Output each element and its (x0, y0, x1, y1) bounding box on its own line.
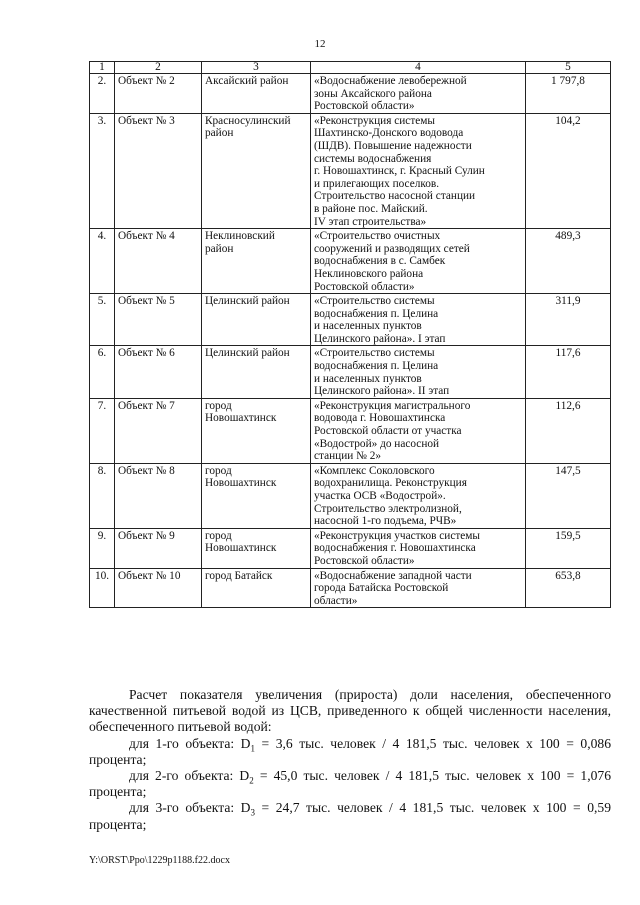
cell-description: «Строительство системы водоснабжения п. Целина и населенных пунктов Целинского района». I этап (311, 294, 526, 346)
cell-description: «Строительство очистных сооружений и разводящих сетей водоснабжения в с. Самбек Неклиновского района Ростовской области» (311, 229, 526, 294)
cell-district: Неклиновский район (202, 229, 311, 294)
cell-district: Целинский район (202, 346, 311, 398)
cell-object: Объект № 3 (115, 113, 202, 228)
cell-object: Объект № 9 (115, 528, 202, 568)
calculation-line (89, 736, 611, 768)
cell-num: 4. (90, 229, 115, 294)
cell-value: 1 797,8 (526, 74, 611, 114)
table-row (90, 346, 611, 398)
cell-value: 147,5 (526, 463, 611, 528)
table-row (90, 398, 611, 463)
calc-prefix: для 1-го объекта: D (129, 735, 251, 751)
cell-object: Объект № 7 (115, 398, 202, 463)
cell-value: 311,9 (526, 294, 611, 346)
header-col-4: 4 (311, 62, 526, 74)
cell-district: город Батайск (202, 568, 311, 608)
calc-subscript: 3 (250, 808, 255, 819)
cell-num: 5. (90, 294, 115, 346)
cell-district: город Новошахтинск (202, 398, 311, 463)
header-col-5: 5 (526, 62, 611, 74)
cell-num: 7. (90, 398, 115, 463)
table-header-row (90, 62, 611, 74)
header-col-3: 3 (202, 62, 311, 74)
cell-district: Аксайский район (202, 74, 311, 114)
objects-table (89, 61, 611, 608)
page-number: 12 (314, 38, 326, 50)
cell-num: 9. (90, 528, 115, 568)
cell-num: 6. (90, 346, 115, 398)
calc-subscript: 1 (250, 743, 255, 754)
calculation-text (89, 687, 611, 833)
calculation-line (89, 800, 611, 832)
intro-paragraph: Расчет показателя увеличения (прироста) доли населения, обеспеченного качественной питьевой водой из ЦСВ, приведенного к общей численности населения, обеспеченного питьевой водой: (89, 687, 611, 735)
cell-object: Объект № 6 (115, 346, 202, 398)
table-row (90, 568, 611, 608)
cell-object: Объект № 8 (115, 463, 202, 528)
cell-district: город Новошахтинск (202, 463, 311, 528)
cell-value: 112,6 (526, 398, 611, 463)
cell-district: Целинский район (202, 294, 311, 346)
cell-num: 3. (90, 113, 115, 228)
cell-district: город Новошахтинск (202, 528, 311, 568)
cell-value: 489,3 (526, 229, 611, 294)
cell-value: 159,5 (526, 528, 611, 568)
calc-prefix: для 2-го объекта: D (129, 768, 250, 784)
cell-object: Объект № 5 (115, 294, 202, 346)
calc-rest: = 3,6 тыс. человек / 4 181,5 тыс. человек х 100 = 0,086 процента; (89, 735, 611, 767)
table-body (90, 74, 611, 608)
calculation-line (89, 768, 611, 800)
cell-description: «Водоснабжение левобережной зоны Аксайского района Ростовской области» (311, 74, 526, 114)
table-row (90, 229, 611, 294)
calc-rest: = 45,0 тыс. человек / 4 181,5 тыс. человек х 100 = 1,076 процента; (89, 768, 611, 800)
file-path-footer: Y:\ORST\Ppo\1229p1188.f22.docx (89, 855, 230, 866)
cell-num: 10. (90, 568, 115, 608)
table-row (90, 463, 611, 528)
cell-value: 104,2 (526, 113, 611, 228)
cell-value: 653,8 (526, 568, 611, 608)
header-col-1: 1 (90, 62, 115, 74)
calc-subscript: 2 (249, 775, 254, 786)
cell-num: 8. (90, 463, 115, 528)
table-row (90, 528, 611, 568)
cell-description: «Комплекс Соколовского водохранилища. Реконструкция участка ОСВ «Водострой». Строительство электролизной, насосной 1-го подъема, РЧВ» (311, 463, 526, 528)
cell-description: «Реконструкция участков системы водоснабжения г. Новошахтинска Ростовской области» (311, 528, 526, 568)
cell-object: Объект № 4 (115, 229, 202, 294)
table-row (90, 74, 611, 114)
calc-prefix: для 3-го объекта: D (129, 800, 251, 816)
cell-num: 2. (90, 74, 115, 114)
cell-object: Объект № 10 (115, 568, 202, 608)
cell-object: Объект № 2 (115, 74, 202, 114)
cell-value: 117,6 (526, 346, 611, 398)
table-row (90, 294, 611, 346)
cell-description: «Строительство системы водоснабжения п. Целина и населенных пунктов Целинского района». II этап (311, 346, 526, 398)
table-row (90, 113, 611, 228)
cell-description: «Реконструкция системы Шахтинско-Донского водовода (ШДВ). Повышение надежности системы водоснабжения г. Новошахтинск, г. Красный Сулин и прилегающих поселков. Строительство насосной станции в районе пос. Майский. IV этап строительства» (311, 113, 526, 228)
calc-rest: = 24,7 тыс. человек / 4 181,5 тыс. человек х 100 = 0,59 процента; (89, 800, 611, 832)
cell-description: «Водоснабжение западной части города Батайска Ростовской области» (311, 568, 526, 608)
header-col-2: 2 (115, 62, 202, 74)
calculation-list (89, 736, 611, 833)
cell-description: «Реконструкция магистрального водовода г. Новошахтинска Ростовской области от участка «Водострой» до насосной станции № 2» (311, 398, 526, 463)
cell-district: Красносулинский район (202, 113, 311, 228)
